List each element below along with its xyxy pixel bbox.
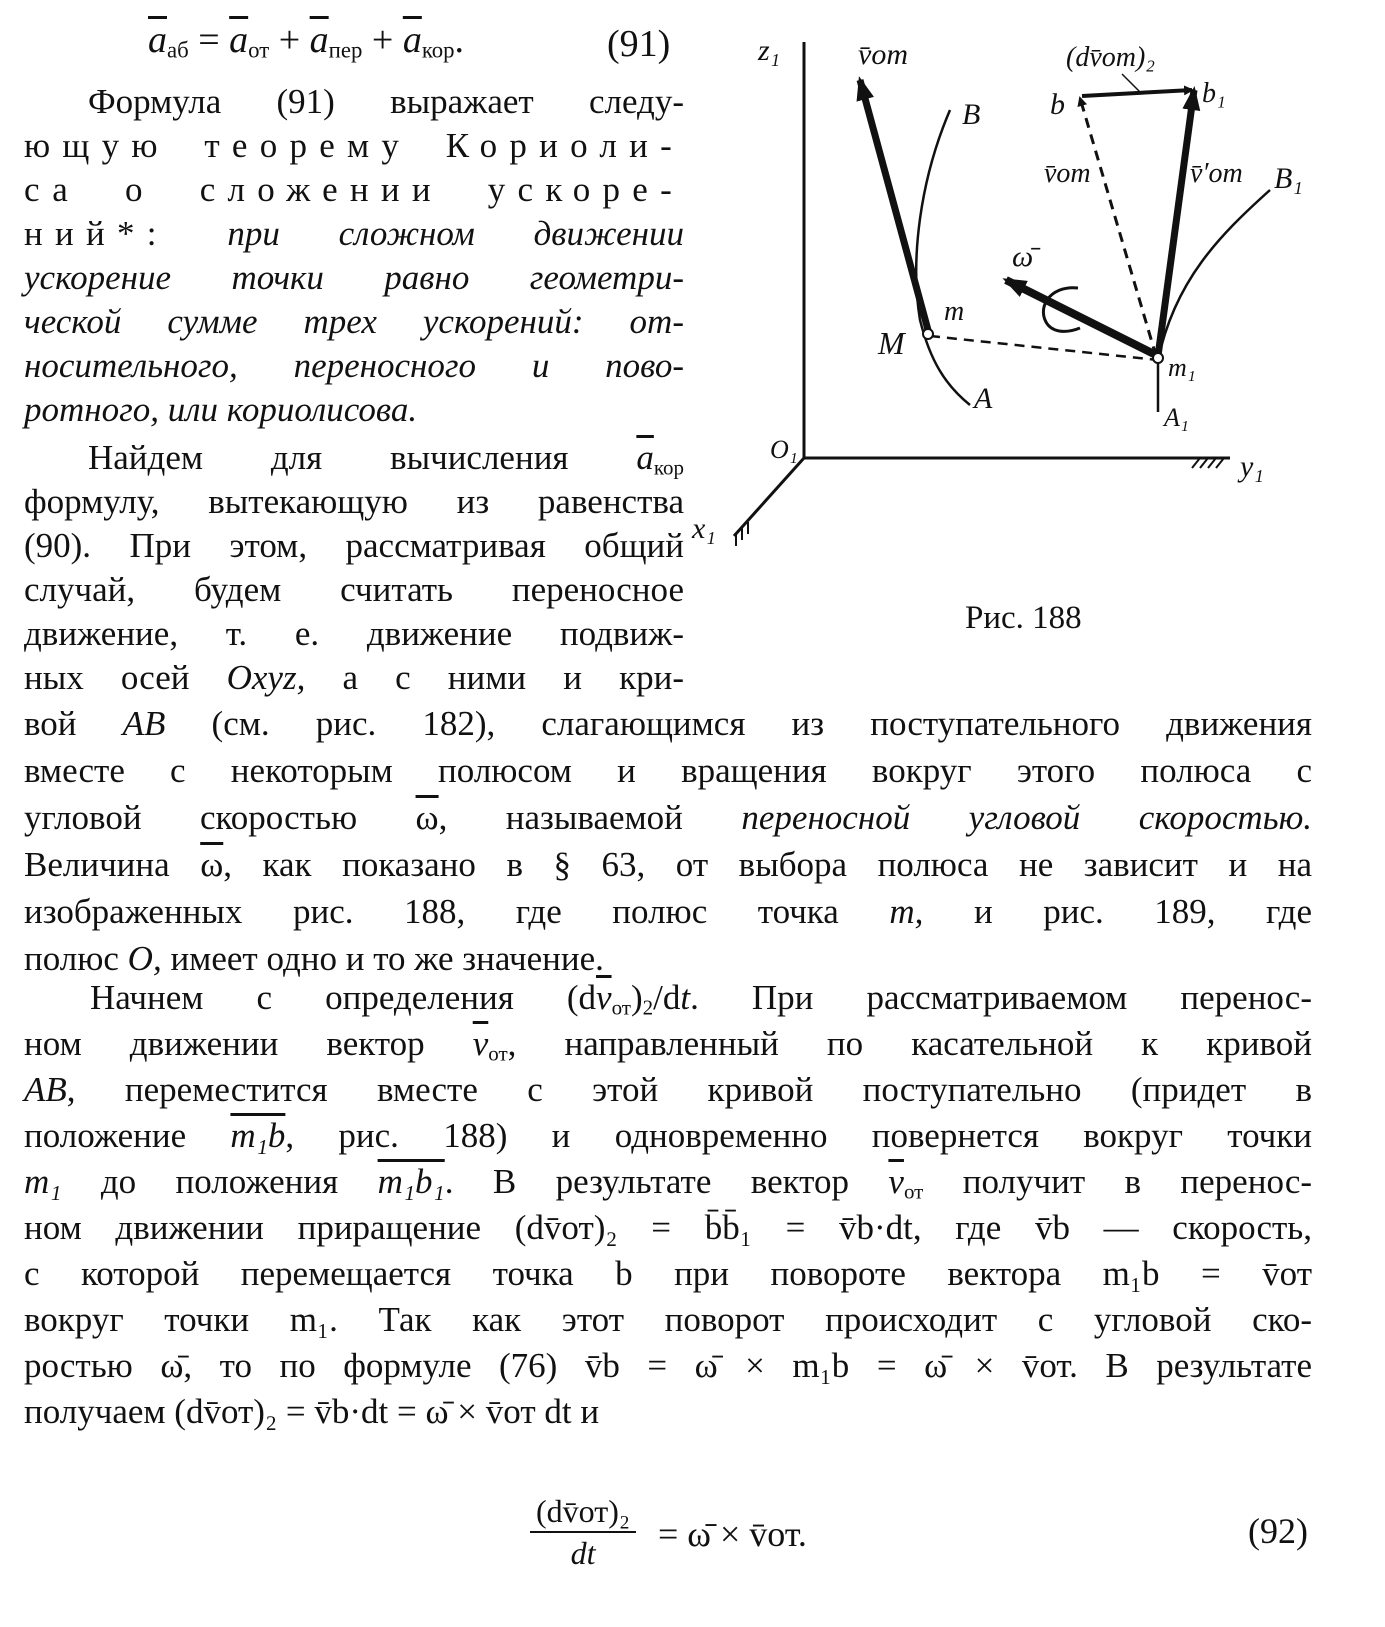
fraction-numerator: (dv̄от)₂ [530, 1493, 636, 1533]
equation-92-number: (92) [1248, 1511, 1308, 1551]
figure-188 [692, 20, 1330, 580]
text-line: ростью ω̄, то по формуле (76) v̄b = ω̄ × m₁b = ω̄ × v̄от. В результате [24, 1346, 1312, 1385]
paragraph-coriolis-theorem [24, 80, 684, 432]
equation-91: $\overline{a}_{аб} = \overline{a}_{от} + \overline{a}_{пер} + \overline{a}_{кор}$. [148, 19, 465, 63]
label-B: B [962, 98, 981, 131]
vector-omega [1006, 280, 1154, 354]
text-line: ческой сумме трех ускорений: от- [24, 302, 684, 341]
equation-91-number: (91) [607, 23, 671, 65]
text-line: вокруг точки m₁. Так как этот поворот происходит с угловой ско- [24, 1300, 1312, 1339]
text-line: m₁ до положения m₁b₁. В результате вектор $\overline{v}_{от}$ получит в перенос- [24, 1162, 1313, 1204]
text-line: Начнем с определения $(d\overline{v}_{от})_2/dt$. При рассматриваемом перенос- [90, 978, 1312, 1020]
label-dv-ot-2: (dv̄от)₂ [1066, 42, 1156, 73]
text-line: носительного, переносного и пово- [24, 346, 684, 385]
text-line: случай, будем считать переносное [24, 570, 684, 609]
text-line: угловой скоростью $\overline{\omega}$, называемой переносной угловой скоростью. [24, 798, 1312, 837]
equation-92-rhs: = ω̄ × v̄от. [658, 1514, 807, 1554]
label-B1: B₁ [1274, 162, 1303, 195]
text-line: Найдем для вычисления $\overline{a}_{кор}$ [88, 438, 684, 480]
figure-caption: Рис. 188 [965, 600, 1082, 636]
point-m1 [1153, 353, 1163, 363]
vector-v-ot-prime [1158, 90, 1194, 356]
text-line: (90). При этом, рассматривая общий [24, 526, 684, 565]
text-line: ний*: при сложном движении [24, 214, 684, 253]
text-line: изображенных рис. 188, где полюс точка m, и рис. 189, где [24, 892, 1313, 931]
equation-92-fraction [530, 1493, 636, 1571]
label-b: b [1050, 88, 1065, 121]
text-line: ных осей Oxyz, а с ними и кри- [24, 658, 685, 697]
text-line: Величина $\overline{\omega}$, как показано в § 63, от выбора полюса не зависит и на [24, 845, 1313, 884]
label-v-ot-prime: v̄′от [1190, 158, 1243, 189]
text-line: полюс O, имеет одно и то же значение. [24, 939, 604, 978]
label-m1: m₁ [1168, 353, 1196, 382]
label-z1: z₁ [758, 34, 781, 67]
vector-v-ot-at-m [860, 80, 928, 330]
text-line: формулу, вытекающую из равенства [24, 482, 684, 521]
curve-ab [916, 110, 970, 405]
label-o1: O₁ [770, 435, 798, 464]
point-m [923, 329, 933, 339]
fraction-denominator: dt [570, 1535, 596, 1571]
text-line: са о сложении ускоре- [24, 170, 684, 209]
label-A: A [974, 382, 993, 415]
paragraph-find-formula [24, 436, 684, 700]
label-y1: y₁ [1240, 450, 1264, 483]
label-v-ot-dashed: v̄от [1044, 158, 1091, 189]
text-line: вместе с некоторым полюсом и вращения вокруг этого полюса с [24, 751, 1312, 790]
text-line: получаем (dv̄от)₂ = v̄b·dt = ω̄ × v̄от dt и [24, 1392, 600, 1431]
text-line: ном движении приращение (dv̄от)₂ = b̄b̄₁ = v̄b·dt, где v̄b — скорость, [24, 1208, 1312, 1247]
label-M: M [878, 325, 905, 361]
text-line: вой AB (см. рис. 182), слагающимся из поступательного движения [24, 704, 1313, 743]
text-line: ротного, или кориолисова. [24, 390, 418, 429]
text-line: движение, т. е. движение подвиж- [24, 614, 684, 653]
text-line: с которой перемещается точка b при повороте вектора m₁b = v̄от [24, 1254, 1312, 1293]
label-b1: b₁ [1202, 78, 1226, 109]
label-A1: A₁ [1164, 403, 1189, 432]
label-m: m [944, 296, 965, 327]
label-omega: ω̄ [1012, 240, 1034, 273]
vector-v-ot-dashed [1080, 98, 1156, 356]
x1-axis [734, 458, 804, 536]
text-line: положение m₁b, рис. 188) и одновременно повернется вокруг точки [24, 1116, 1312, 1155]
vector-dv-ot-2 [1082, 90, 1192, 96]
text-line: AB, переместится вместе с этой кривой поступательно (придет в [24, 1070, 1312, 1109]
text-line: ющую теорему Кориоли- [24, 126, 684, 165]
text-line: Формула (91) выражает следу- [88, 82, 684, 121]
leader-dv-label [1122, 74, 1140, 92]
text-line: ном движении вектор $\overline{v}_{от}$, направленный по касательной к кривой [24, 1024, 1312, 1066]
paragraph-find-formula-cont [24, 700, 1312, 982]
text-line: ускорение точки равно геометри- [24, 258, 684, 297]
label-v-ot-left: v̄от [858, 38, 908, 71]
label-x1: x₁ [692, 512, 716, 545]
paragraph-derivation [24, 975, 1312, 1435]
